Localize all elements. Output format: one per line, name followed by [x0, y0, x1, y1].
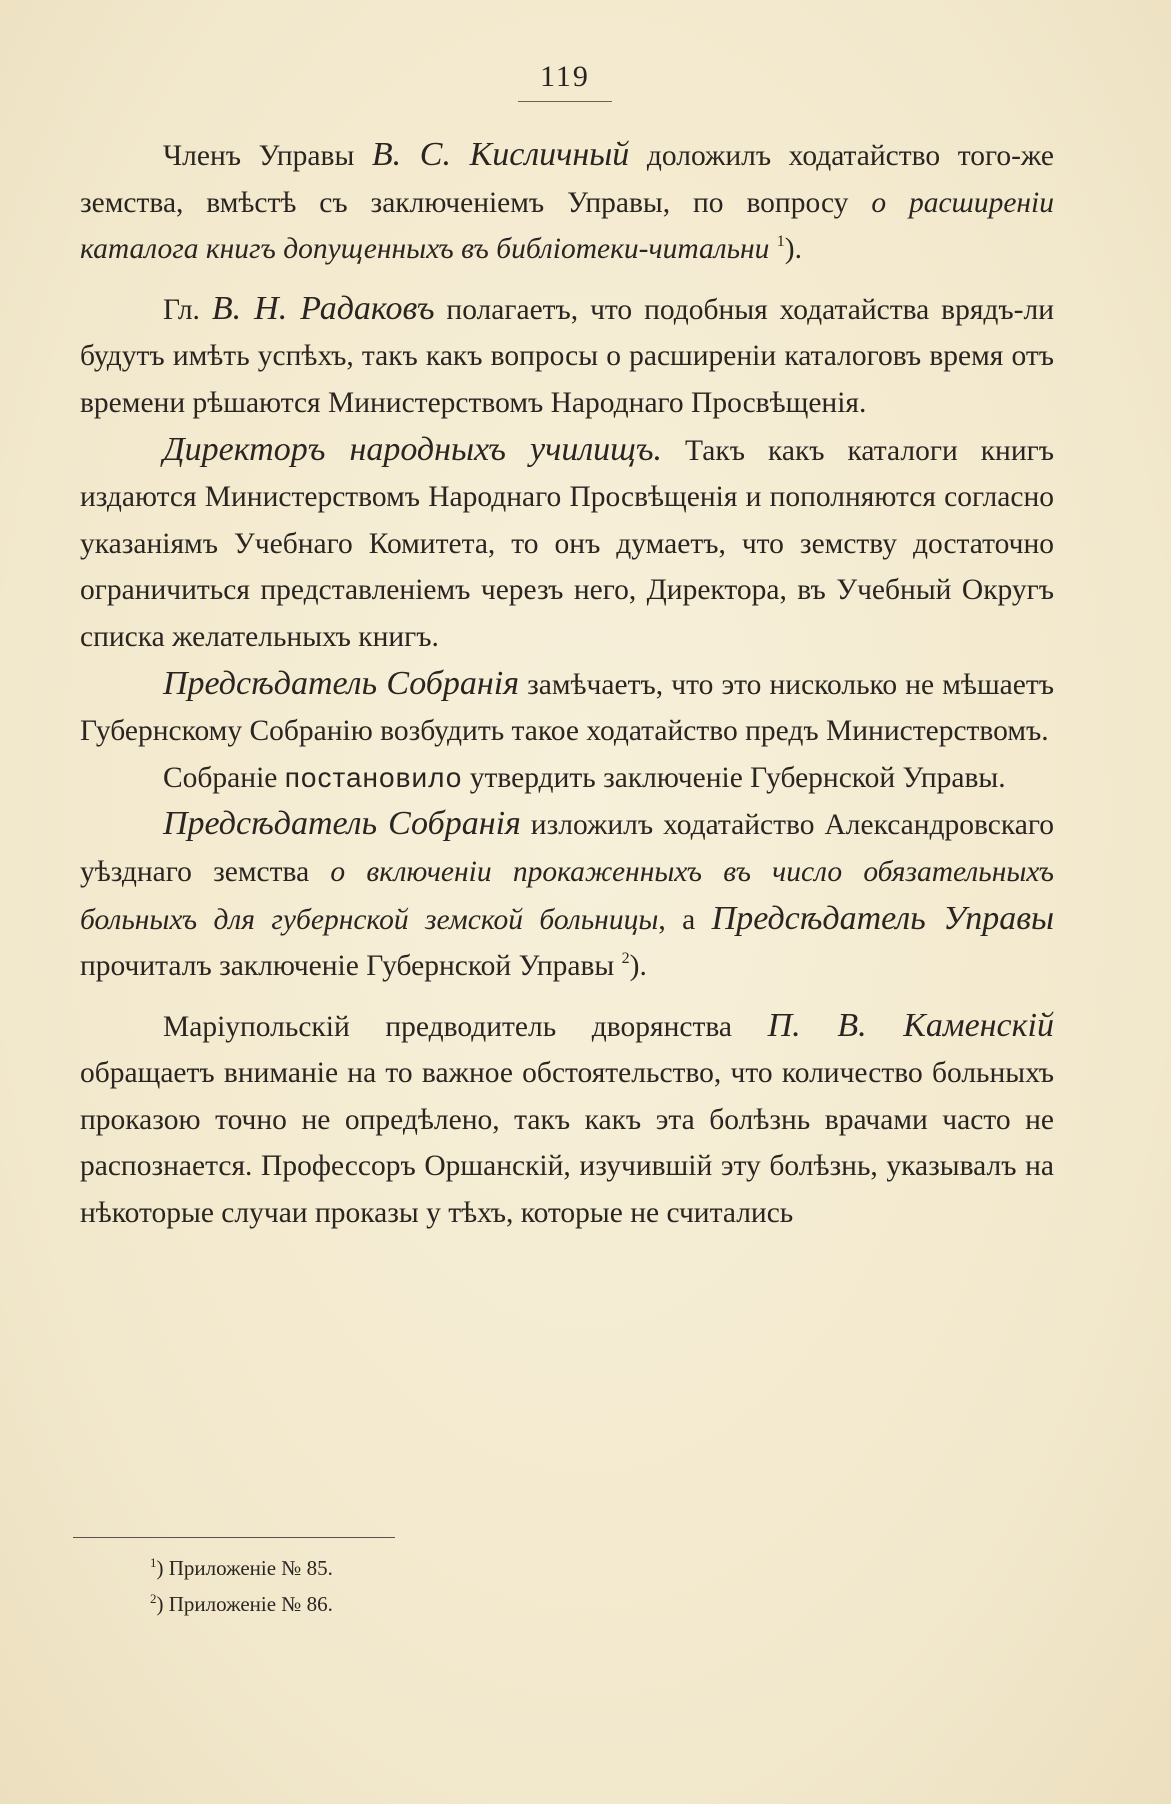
text-run: Членъ Управы: [163, 140, 372, 172]
footnote: [150, 1550, 333, 1586]
footnotes: [150, 1550, 333, 1622]
text-run: доложилъ ходатайство того-же земства, вмѣстѣ съ заключеніемъ Управы, по вопросу: [80, 140, 1054, 219]
text-run: прочиталъ заключеніе Губернской Управы: [80, 950, 622, 983]
text-run: Гл.: [163, 293, 212, 326]
paragraph: [80, 755, 1054, 802]
footnote-text: Приложеніе № 86.: [163, 1592, 333, 1616]
paragraph: [80, 132, 1054, 273]
footnote-mark: 2: [150, 1591, 157, 1606]
speaker-name: Директоръ народныхъ училищъ.: [163, 430, 662, 468]
footnote-paren: ): [156, 1592, 164, 1616]
footnote-rule: [73, 1537, 395, 1538]
paragraph: [80, 286, 1054, 427]
footnote-ref: 2: [621, 950, 630, 968]
text-run: Маріупольскій предводитель дворянства: [163, 1010, 768, 1043]
text-run: обращаетъ вниманіе на то важное обстоятельство, что количество больныхъ проказою точно не опредѣлено, такъ какъ эта болѣзнь врачами часто не распознается. Профессоръ Оршанскій, изучившій эту болѣзнь, указывалъ на нѣкоторые случаи проказы у тѣхъ, которые не считались: [80, 1057, 1054, 1230]
footnote-paren: ): [156, 1556, 164, 1580]
text-run: , а: [658, 903, 712, 936]
text-run: замѣчаетъ, что это нисколько не мѣшаетъ Губернскому Собранію возбудить такое ходатайство предъ Министерствомъ.: [80, 668, 1054, 748]
text-run: утвердить заключеніе Губернской Управы.: [462, 761, 1006, 794]
paragraph: [80, 1003, 1054, 1237]
paragraph: [80, 427, 1054, 661]
footnote-text: Приложеніе № 85.: [163, 1556, 333, 1580]
italic-topic: о расширеніи каталога книгъ допущенныхъ въ библіотеки-читальни: [80, 186, 1054, 266]
paragraph: [80, 801, 1054, 989]
text-run: ).: [629, 950, 647, 983]
speaker-name: В. С. Кисличный: [371, 136, 630, 173]
speaker-name: П. В. Каменскій: [767, 1006, 1054, 1044]
header-rule: [518, 101, 612, 102]
speaker-name: Предсѣдатель Собранія: [163, 805, 521, 843]
body-text: [80, 132, 1054, 1237]
text-run: изложилъ ходатайство Александровскаго уѣзднаго земства: [80, 809, 1054, 888]
text-run: Такъ какъ каталоги книгъ издаются Министерствомъ Народнаго Просвѣщенія и пополняются согласно указаніямъ Учебнаго Комитета, то онъ думаетъ, что земству достаточно ограничиться представленіемъ черезъ него, Директора, въ Учебный Округъ списка желательныхъ книгъ.: [80, 434, 1054, 653]
page-number: 119: [540, 60, 590, 93]
speaker-name: Предсѣдатель Собранія: [163, 664, 519, 702]
text-run: ).: [784, 233, 802, 266]
text-run: Собраніе: [163, 761, 285, 794]
italic-topic: о включеніи прокаженныхъ въ число обязательныхъ больныхъ для губернской земской больницы: [80, 855, 1054, 936]
text-run: полагаетъ, что подобныя ходатайства врядъ-ли будутъ имѣть успѣхъ, такъ какъ вопросы о расширеніи каталоговъ время отъ времени рѣшаются Министерствомъ Народнаго Просвѣщенія.: [80, 293, 1055, 419]
speaker-name: В. Н. Радаковъ: [211, 289, 435, 327]
paragraph: [80, 661, 1054, 755]
resolution-word: постановило: [284, 761, 463, 793]
footnote-ref: 1: [776, 233, 785, 251]
speaker-name: Предсѣдатель Управы: [711, 899, 1054, 937]
footnote: [150, 1586, 333, 1622]
footnote-mark: 1: [150, 1555, 157, 1570]
